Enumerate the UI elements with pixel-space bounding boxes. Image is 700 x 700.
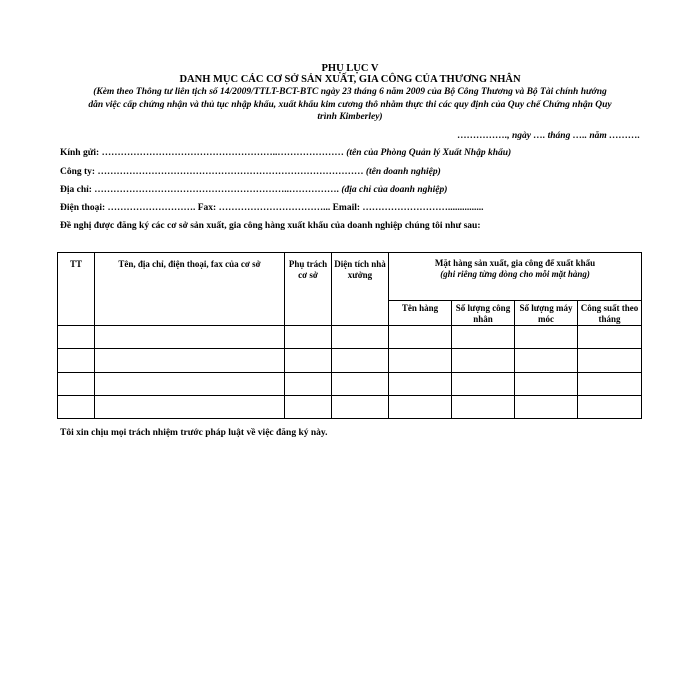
col-header-area: Diện tích nhà xưởng [332,253,389,326]
table-cell [58,326,95,349]
table-row [58,326,642,349]
table-cell [389,326,452,349]
col-header-product-name: Tên hàng [389,301,452,326]
note-line: trình Kimberley) [317,112,383,122]
facility-table [57,252,642,419]
table-cell [95,395,285,418]
table-cell [285,395,332,418]
request-text: Đề nghị được đăng ký các cơ sở sản xuất, gia công hàng xuất khẩu của doanh nghiệp chúng tôi như sau: [60,221,481,231]
table-cell [58,372,95,395]
table-cell [389,395,452,418]
document-subtitle: DANH MỤC CÁC CƠ SỞ SẢN XUẤT, GIA CÔNG CỦA THƯƠNG NHÂN [179,74,521,85]
table-cell [389,372,452,395]
address-hint: (địa chỉ của doanh nghiệp) [338,185,448,195]
col-header-info: Tên, địa chỉ, điện thoại, fax của cơ sở [95,253,285,326]
table-cell [452,326,515,349]
table-cell [332,395,389,418]
col-header-capacity: Công suất theo tháng [578,301,642,326]
table-cell [332,326,389,349]
table-cell [452,349,515,372]
table-cell [389,349,452,372]
table-cell [578,349,642,372]
company-label: Công ty: ………………………………………………………………………… [60,167,364,177]
table-cell [95,372,285,395]
table-cell [515,372,578,395]
document-title: PHỤ LỤC V [321,63,379,74]
table-cell [452,395,515,418]
contact-field: Điện thoại: ………………………. Fax: ……………………………... Email: ………………………............... [60,203,484,213]
address-field [60,185,447,195]
col-header-machines: Số lượng máy móc [515,301,578,326]
col-header-tt: TT [58,253,95,326]
table-cell [285,326,332,349]
table-cell [515,395,578,418]
table-row [58,372,642,395]
table-cell [285,349,332,372]
document-note [60,86,640,124]
company-field [60,167,441,177]
table-cell [578,326,642,349]
products-header-note: (ghi riêng từng dòng cho mỗi mặt hàng) [440,269,590,279]
table-cell [95,349,285,372]
table-cell [58,395,95,418]
address-label: Địa chỉ: ……………………………………………………..……………. [60,185,339,195]
recipient-field [60,148,511,158]
table-cell [95,326,285,349]
table-cell [515,349,578,372]
recipient-label: Kính gửi: ………………………………………………..………………… [60,148,344,158]
recipient-hint: (tên của Phòng Quản lý Xuất Nhập khẩu) [343,148,512,158]
table-cell [332,372,389,395]
note-line: dẫn việc cấp chứng nhận và thủ tục nhập khẩu, xuất khẩu kim cương thô nhằm thực thi các quy định của Quy chế Chứng nhận Quy [88,99,612,110]
col-header-workers: Số lượng công nhân [452,301,515,326]
table-cell [578,395,642,418]
table-cell [285,372,332,395]
table-row [58,395,642,418]
table-cell [452,372,515,395]
company-hint: (tên doanh nghiệp) [363,167,441,177]
table-cell [58,349,95,372]
col-header-products [389,253,642,301]
table-cell [332,349,389,372]
footer-statement: Tôi xin chịu mọi trách nhiệm trước pháp luật về việc đăng ký này. [60,428,328,438]
table-row [58,349,642,372]
date-line: ……………., ngày …. tháng ….. năm ………. [457,131,640,141]
table-cell [578,372,642,395]
note-line: (Kèm theo Thông tư liên tịch số 14/2009/TTLT-BCT-BTC ngày 23 tháng 6 năm 2009 của Bộ Công Thương và Bộ Tài chính hướng [93,87,607,97]
col-header-responsible: Phụ trách cơ sở [285,253,332,326]
products-header-label: Mặt hàng sản xuất, gia công để xuất khẩu [434,258,596,268]
table-cell [515,326,578,349]
